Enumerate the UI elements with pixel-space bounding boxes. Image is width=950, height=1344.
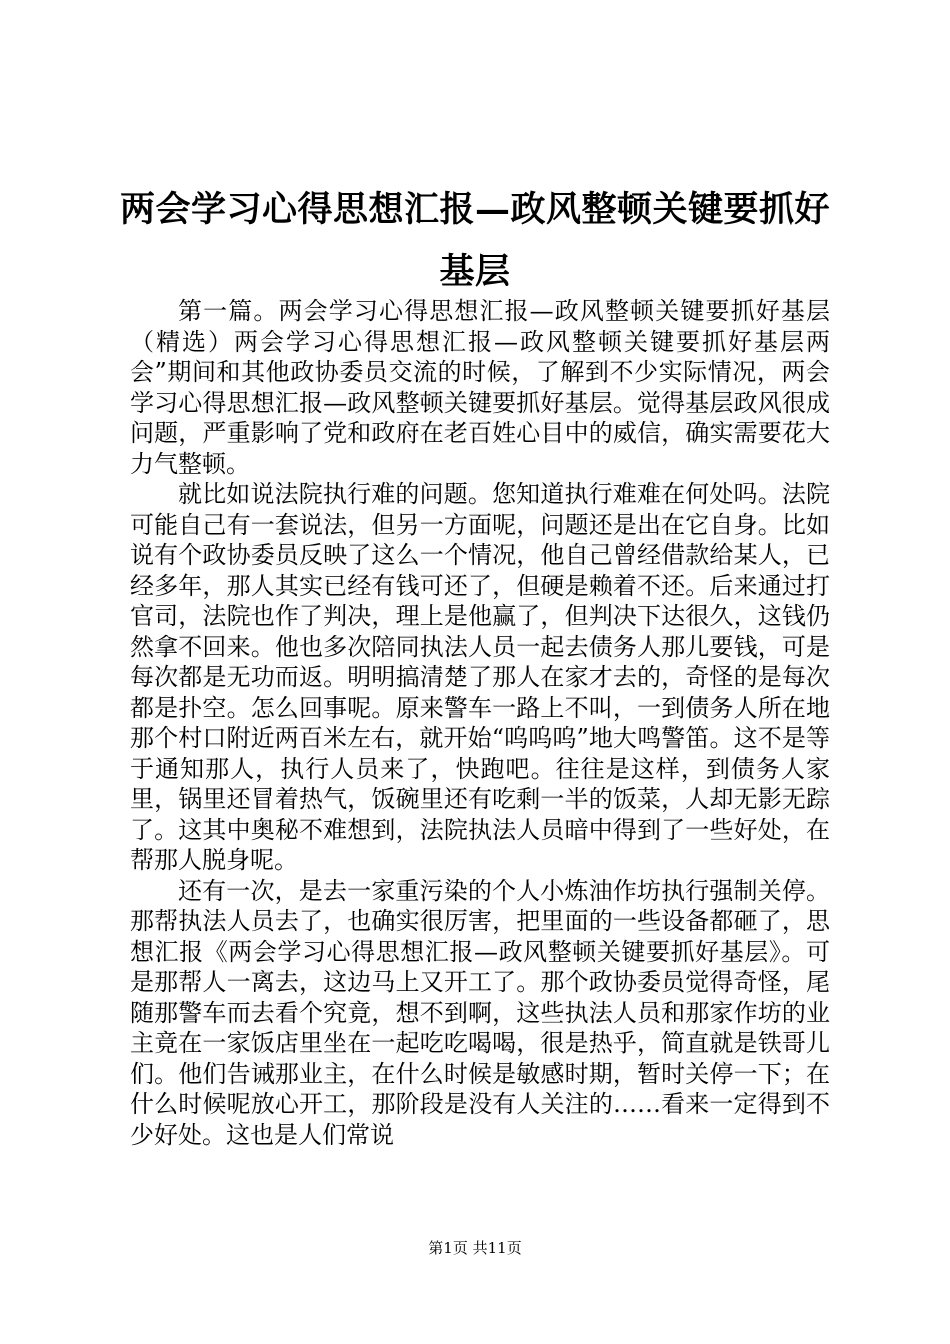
document-body <box>130 296 830 1150</box>
document-title: 两会学习心得思想汇报—政风整顿关键要抓好基层 <box>119 189 830 293</box>
paragraph-2: 就比如说法院执行难的问题。您知道执行难难在何处吗。法院可能自己有一套说法，但另一方面呢，问题还是出在它自身。比如说有个政协委员反映了这么一个情况，他自己曾经借款给某人，已经多年，那人其实已经有钱可还了，但硬是赖着不还。后来通过打官司，法院也作了判决，理上是他赢了，但判决下达很久，这钱仍然拿不回来。他也多次陪同执法人员一起去债务人那儿要钱，可是每次都是无功而返。明明搞清楚了那人在家才去的，奇怪的是每次都是扑空。怎么回事呢。原来警车一路上不叫，一到债务人所在地那个村口附近两百米左右，就开始“呜呜呜”地大鸣警笛。这不是等于通知那人，执行人员来了，快跑吧。往往是这样，到债务人家里，锅里还冒着热气，饭碗里还有吃剩一半的饭菜，人却无影无踪了。这其中奥秘不难想到，法院执法人员暗中得到了一些好处，在帮那人脱身呢。 <box>130 480 830 874</box>
page-number-footer: 第1页 共11页 <box>428 1239 522 1257</box>
paragraph-3: 还有一次，是去一家重污染的个人小炼油作坊执行强制关停。那帮执法人员去了，也确实很厉害，把里面的一些设备都砸了，思想汇报《两会学习心得思想汇报—政风整顿关键要抓好基层》。可是那帮人一离去，这边马上又开工了。那个政协委员觉得奇怪，尾随那警车而去看个究竟，想不到啊，这些执法人员和那家作坊的业主竟在一家饭店里坐在一起吃吃喝喝，很是热乎，简直就是铁哥儿们。他们告诫那业主，在什么时候是敏感时期，暂时关停一下；在什么时候呢放心开工，那阶段是没有人关注的……看来一定得到不少好处。这也是人们常说 <box>130 876 830 1149</box>
paragraph-1: 第一篇。两会学习心得思想汇报—政风整顿关键要抓好基层（精选）两会学习心得思想汇报—政风整顿关键要抓好基层两会”期间和其他政协委员交流的时候，了解到不少实际情况，两会学习心得思想汇报—政风整顿关键要抓好基层。觉得基层政风很成问题，严重影响了党和政府在老百姓心目中的威信，确实需要花大力气整顿。 <box>130 297 830 478</box>
